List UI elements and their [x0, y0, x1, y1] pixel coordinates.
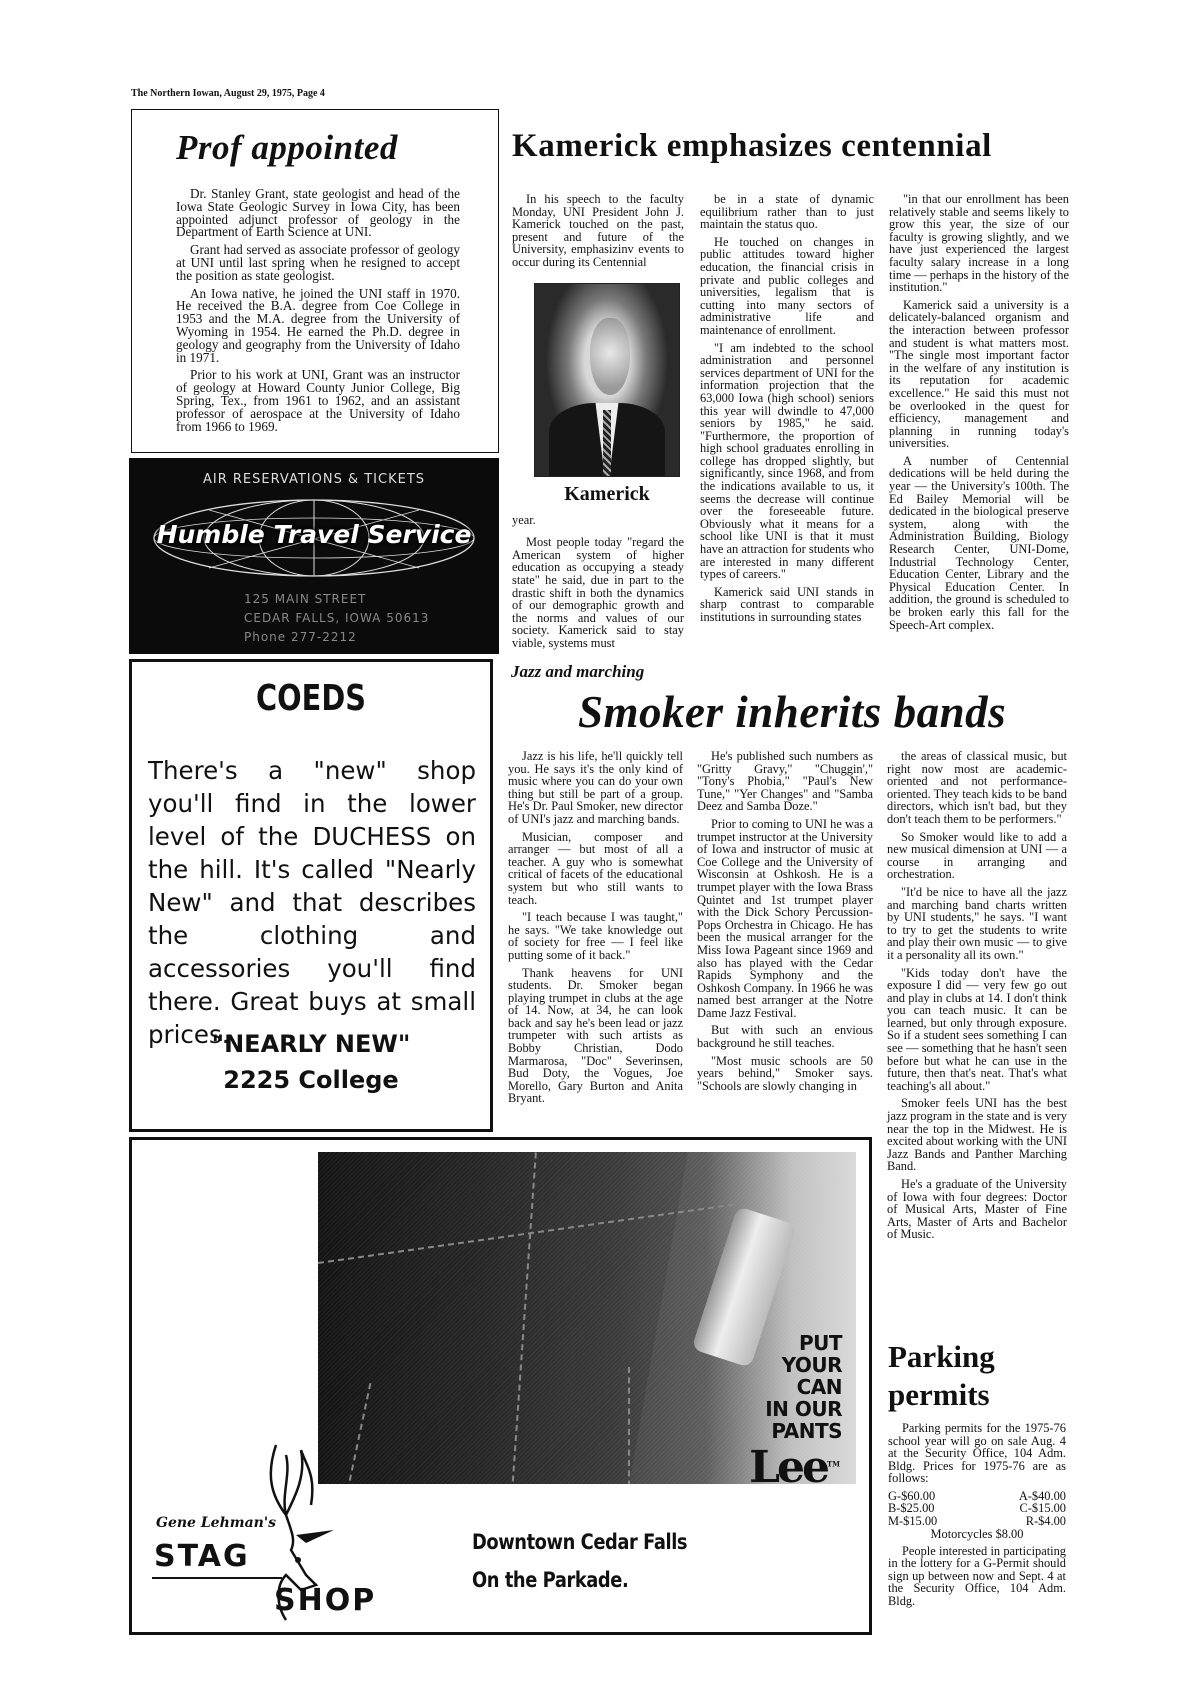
paragraph: "in that our enrollment has been relatively stable and seems likely to grow this year, the size of our faculty is growing slightly, and we have just experienced the largest faculty salary increase in a long time — perhaps in the history of the institution.": [889, 192, 1069, 295]
price-row: [888, 1502, 1066, 1514]
ad-tagline: AIR RESERVATIONS & TICKETS: [202, 472, 426, 487]
smoker-column-1: [508, 750, 683, 1110]
paragraph: An Iowa native, he joined the UNI staff in 1970. He received the B.A. degree from Coe College in 1953 and the M.A. degree from the University of Wyoming in 1954. He earned the Ph.D. degree in geology and geography from the University of Idaho in 1971.: [176, 285, 460, 365]
slogan-line: PUT: [798, 1331, 842, 1355]
paragraph: Jazz is his life, he'll quickly tell you. He says it's the only kind of music where you can do your own thing but still be part of a group. He's Dr. Paul Smoker, new director of UNI's jazz and marching bands.: [508, 749, 683, 826]
price: C-$15.00: [1019, 1501, 1066, 1516]
paragraph: be in a state of dynamic equilibrium rather than to just maintain the status quo.: [700, 192, 874, 232]
paragraph: Grant had served as associate professor of geology at UNI until last spring when he resigned to accept the position as state geologist.: [176, 242, 460, 283]
kamerick-column-2: [700, 193, 874, 629]
store-script: Gene Lehman's: [156, 1515, 276, 1531]
paragraph: Thank heavens for UNI students. Dr. Smoker began playing trumpet in clubs at the age of 14. Now, at 34, he can look back and say he's been lead or jazz trumpeter with such artists as Bobby Christian, Dodo Marmarosa, "Doc" Severinsen, Bud Doty, the Vogues, Joe Morello, Gary Burton and Anita Bryant.: [508, 965, 683, 1106]
stag-shop-lee-ad: [129, 1137, 872, 1635]
headline-line: permits: [888, 1377, 990, 1412]
store-word-stag: STAG: [154, 1539, 250, 1574]
paragraph: A number of Centennial dedications will be held during the year — the University's 100th. The Ed Bailey Memorial will be dedicated in the biological preserve system, along with the Administration Building, Biology Research Center, UNI-Dome, Industrial Technology Center, Education Center, Library and the Physical Education Center. In addition, the ground is scheduled to be broken early this fall for the Speech-Art complex.: [889, 453, 1069, 632]
smoker-column-2: [697, 750, 873, 1097]
paragraph: Smoker feels UNI has the best jazz program in the state and is very near the top in the Midwest. He is excited about working with the UNI Jazz Bands and Panther Marching Band.: [887, 1096, 1067, 1174]
price: A-$40.00: [1018, 1488, 1066, 1503]
paragraph: People interested in participating in the lottery for a G-Permit should sign up between now and Sept. 4 at the Security Office, 104 Adm. Bldg.: [888, 1543, 1066, 1608]
paragraph: In his speech to the faculty Monday, UNI President John J. Kamerick touched on the past, present and future of the University, emphasizinv events to occur during its Centennial: [512, 192, 684, 269]
slogan-line: CAN: [796, 1375, 842, 1399]
ad-street: 125 MAIN STREET: [244, 592, 367, 606]
kamerick-photo: [534, 283, 680, 477]
kicker: Jazz and marching: [511, 662, 645, 681]
headline: Prof appointed: [176, 128, 398, 167]
headline-line: Parking: [888, 1339, 995, 1374]
price-list: [888, 1490, 1066, 1541]
paragraph: "It'd be nice to have all the jazz and marching band charts written by UNI students," he says. "I want to try to get the students to write and play their own music — to give it a personality all its own.": [887, 884, 1067, 962]
paragraph: Dr. Stanley Grant, state geologist and head of the Iowa State Geologic Survey in Iowa City, has been appointed adjunct professor of geology in the Department of Earth Science at UNI.: [176, 186, 460, 240]
photo-caption: Kamerick: [564, 482, 650, 505]
price: R-$4.00: [1025, 1513, 1066, 1528]
brand-name: Lee: [749, 1442, 828, 1484]
ad-phone: Phone 277-2212: [244, 630, 357, 644]
ad-title: COEDS: [256, 678, 366, 719]
price: M-$15.00: [888, 1513, 938, 1528]
price-row: [888, 1515, 1066, 1527]
kamerick-column-1: [512, 193, 684, 655]
column-text: [512, 193, 684, 269]
ad-address: 2225 College: [223, 1066, 399, 1094]
headline-kamerick: Kamerick emphasizes centennial: [512, 128, 992, 164]
ad-shop-name: "NEARLY NEW": [211, 1030, 411, 1058]
kamerick-column-3: [889, 193, 1069, 636]
headline-parking: [888, 1338, 995, 1414]
paragraph: Kamerick said a university is a delicately-balanced organism and the interaction between professor and student is what matters most. "The single most important factor in the welfare of any institution is its reputation for academic excellence." He said this must not be overlooked in the quest for efficiency, management and planning in running today's universities.: [889, 297, 1069, 451]
travel-ad: [129, 458, 499, 654]
paragraph: Parking permits for the 1975-76 school year will go on sale Aug. 4 at the Security Office, 104 Adm. Bldg. Prices for 1975-76 are as follows:: [888, 1421, 1066, 1486]
paragraph: He touched on changes in public attitudes toward higher education, the financial crisis in private and public colleges and universities, legalism that is cutting into many sectors of administrative life and maintenance of enrollment.: [700, 234, 874, 337]
trademark: TM: [827, 1459, 840, 1469]
lee-logo: [749, 1442, 840, 1484]
motorcycle-price: Motorcycles $8.00: [930, 1527, 1024, 1542]
running-head: The Northern Iowan, August 29, 1975, Page 4: [131, 88, 325, 99]
store-word-shop: SHOP: [274, 1583, 377, 1618]
paragraph: "I am indebted to the school administration and personnel services department of UNI for the information projection that the 63,000 Iowa (high school) seniors this year will dwindle to 47,000 seniors by 1985," he said. "Furthermore, the proportion of high school graduates enrolling in college has dropped slightly, but significantly, since 1968, and from the indications available to us, it seems the decrease will continue over the foreseeable future. Obviously what it means for a school like UNI is that it must have an attraction for students who are interested in many different types of careers.": [700, 340, 874, 582]
paragraph: the areas of classical music, but right now most are academic-oriented and not performance-oriented. They teach kids to be band directors, which isn't bad, but they don't teach them to be performers.": [887, 749, 1067, 826]
divider: [152, 1577, 282, 1579]
slogan-line: PANTS: [771, 1419, 842, 1443]
ad-city: CEDAR FALLS, IOWA 50613: [244, 611, 430, 625]
paragraph: So Smoker would like to add a new musical dimension at UNI — a course in arranging and orchestration.: [887, 829, 1067, 882]
paragraph: "I teach because I was taught," he says. "We take knowledge out of society for free — I feel like putting some of it back.": [508, 910, 683, 962]
location-line-2: On the Parkade.: [472, 1568, 629, 1592]
paragraph: Kamerick said UNI stands in sharp contrast to comparable institutions in surrounding states: [700, 584, 874, 624]
smoker-column-3: [887, 750, 1067, 1246]
paragraph: He's published such numbers as "Gritty Gravy," "Chuggin'," "Tony's Phobia," "Paul's New Tune," "Yer Changes" and "Samba Deez and Samba Doze.": [697, 749, 873, 814]
coeds-ad: [129, 659, 493, 1132]
ad-address-block: [244, 590, 429, 647]
paragraph: Most people today "regard the American system of higher education as occupying a steady state" he said, due in part to the drastic shift in both the dynamics of our demographic growth and the norms and values of our society. Kamerick said to stay viable, systems must: [512, 535, 684, 650]
paragraph: But with such an envious background he still teaches.: [697, 1023, 873, 1051]
article-body: [176, 188, 460, 438]
slogan-line: IN OUR: [765, 1397, 842, 1421]
paragraph: Prior to his work at UNI, Grant was an instructor of geology at Howard County Junior College, Big Spring, Tex., from 1961 to 1962, and an assistant professor of aerospace at the University of Idaho from 1966 to 1969.: [176, 367, 460, 434]
prof-appointed-article: [131, 109, 499, 453]
slogan-line: YOUR: [781, 1353, 842, 1377]
parking-article-body: [888, 1422, 1066, 1613]
stag-shop-logo: [146, 1435, 386, 1625]
price: G-$60.00: [888, 1488, 936, 1503]
column-text: [512, 514, 684, 650]
ad-slogan: [765, 1332, 842, 1442]
paragraph: year.: [512, 512, 536, 527]
paragraph: "Kids today don't have the exposure I did — very few go out and play in clubs at 14. I don't think you can teach music. It can be learned, but only through exposure. So if a student sees something I can see — something that he hasn't seen before but what he can use in the future, then that's neat. That's what teaching's all about.": [887, 965, 1067, 1093]
jeans-photo: [318, 1152, 856, 1484]
paragraph: Prior to coming to UNI he was a trumpet instructor at the University of Iowa and instructor of music at Coe College and the University of Wisconsin at Oshkosh. He is a trumpet player with the Iowa Brass Quintet and 1st trumpet player with the Dick Schory Percussion-Pops Orchestra in Chicago. He has been the musical arranger for the Miss Iowa Pageant since 1969 and also has played with the Cedar Rapids Symphony and the Oshkosh Company. In 1966 he was named best arranger at the Notre Dame Jazz Festival.: [697, 816, 873, 1020]
paragraph: He's a graduate of the University of Iowa with four degrees: Doctor of Musical Arts, Master of Fine Arts, Master of Arts and Bachelor of Music.: [887, 1177, 1067, 1242]
paragraph: Musician, composer and arranger — but most of all a teacher. A guy who is somewhat critical of facets of the educational system but who still wants to teach.: [508, 829, 683, 907]
ad-business-name: Humble Travel Service: [156, 520, 472, 549]
headline-smoker: Smoker inherits bands: [578, 687, 1007, 737]
location-line-1: Downtown Cedar Falls: [472, 1530, 688, 1554]
ad-body: There's a "new" shop you'll find in the lower level of the DUCHESS on the hill. It's called "Nearly New" and that describes the clothing and accessories you'll find there. Great buys at small prices.: [148, 756, 476, 1049]
price: B-$25.00: [888, 1501, 935, 1516]
paragraph: "Most music schools are 50 years behind," Smoker says. "Schools are slowly changing in: [697, 1053, 873, 1093]
